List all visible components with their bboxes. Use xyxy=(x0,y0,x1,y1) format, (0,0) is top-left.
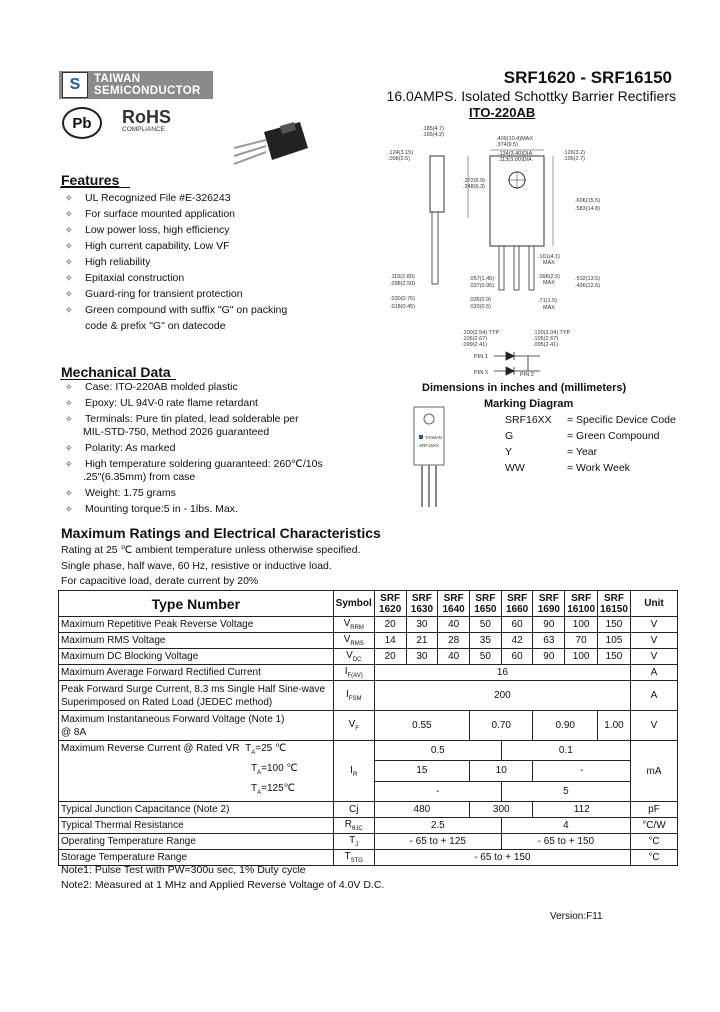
brand-line-1: TAIWAN xyxy=(94,73,141,85)
marking-row xyxy=(505,446,695,462)
value-cell: - xyxy=(533,761,631,781)
value-cell: 4 xyxy=(501,818,630,834)
side-view-lead xyxy=(432,212,438,284)
feature-item: ✧ For surface mounted application xyxy=(61,206,361,222)
value-cell: 150 xyxy=(598,617,631,633)
value-cell: 50 xyxy=(470,617,502,633)
logo-text xyxy=(94,73,201,97)
dim-label: .098(2.50) xyxy=(390,281,416,287)
value-cell: 21 xyxy=(406,633,438,649)
pin-label: PIN 1 xyxy=(474,354,488,360)
mechanical-list xyxy=(61,379,381,517)
value-cell: 2.5 xyxy=(374,818,501,834)
dim-label: .185(4.7) xyxy=(422,126,445,132)
param-label: Maximum Reverse Current @ Rated VR $T_A=25$ ℃ $T_A=100$ ℃ $T_A=125℃$ xyxy=(59,741,334,802)
ratings-note: For capacitive load, derate current by 20% xyxy=(61,575,259,587)
symbol-cell: $V_{DC}$ xyxy=(333,649,374,665)
param-label: Maximum RMS Voltage xyxy=(59,633,334,649)
param-label: Typical Junction Capacitance (Note 2) xyxy=(59,802,334,818)
value-cell: 35 xyxy=(470,633,502,649)
value-cell: 112 xyxy=(533,802,631,818)
lead-2 xyxy=(514,246,519,290)
logo-mark-icon xyxy=(62,72,88,98)
dim-label: .583(14.8) xyxy=(575,206,601,212)
value-cell: - xyxy=(374,781,501,801)
table-row-vf xyxy=(59,711,678,741)
page-subtitle: 16.0AMPS. Isolated Schottky Barrier Rectifiers xyxy=(386,88,676,104)
value-cell: 0.70 xyxy=(470,711,533,741)
dim-label: .120(3.04) TYP xyxy=(533,330,571,336)
mech-item: ✧ Mounting torque:5 in - 1lbs. Max. xyxy=(61,501,381,517)
unit-cell: °C xyxy=(631,850,678,866)
chip-code: SRF16XX xyxy=(419,443,440,448)
dim-label: .106(2.7) xyxy=(563,156,586,162)
unit-cell: pF xyxy=(631,802,678,818)
value-cell: 5 xyxy=(501,781,630,801)
feature-item: ✧ Epitaxial construction xyxy=(61,270,361,286)
value-cell: 20 xyxy=(374,617,406,633)
features-rule xyxy=(60,187,130,188)
part-header: SRF 1630 xyxy=(406,591,438,617)
value-cell: 28 xyxy=(438,633,470,649)
symbol-cell: $I_{FSM}$ xyxy=(333,681,374,711)
marking-code: G xyxy=(505,430,514,442)
lead-1 xyxy=(499,246,504,290)
value-cell: 0.5 xyxy=(374,741,501,761)
dim-label: .409(10.4)MAX xyxy=(496,136,533,142)
value-cell: 40 xyxy=(438,617,470,633)
mech-item: ✧ Weight: 1.75 grams xyxy=(61,485,381,501)
value-cell: 42 xyxy=(501,633,533,649)
feature-item: ✧ Low power loss, high efficiency xyxy=(61,222,361,238)
value-cell: 90 xyxy=(533,617,565,633)
mech-item: ✧ High temperature soldering guaranteed: 260℃/10s xyxy=(61,456,381,472)
symbol-header: Symbol xyxy=(333,591,374,617)
feature-item-cont: code & prefix "G" on datecode xyxy=(85,320,226,332)
value-cell: 300 xyxy=(470,802,533,818)
marking-code: Y xyxy=(505,446,513,458)
features-heading-text: Features xyxy=(61,172,120,188)
table-row-vdc xyxy=(59,649,678,665)
package-photo-icon xyxy=(230,118,310,168)
dim-label: MAX xyxy=(543,260,555,266)
rohs-sub: COMPLIANCE xyxy=(122,126,165,133)
value-cell: 1.00 xyxy=(598,711,631,741)
value-cell: - 65 to + 150 xyxy=(501,834,630,850)
value-cell: 60 xyxy=(501,617,533,633)
marking-desc: = Year xyxy=(567,446,598,458)
param-label: Typical Thermal Resistance xyxy=(59,818,334,834)
feature-item: ✧ High reliability xyxy=(61,254,361,270)
dim-label: .113(3.00)DIA xyxy=(498,157,532,163)
symbol-cell: $I_{F(AV)}$ xyxy=(333,665,374,681)
dim-label: .057(1.45) xyxy=(469,276,495,282)
part-header: SRF 1620 xyxy=(374,591,406,617)
param-label: Storage Temperature Range xyxy=(59,850,334,866)
dim-label: .248(6.3) xyxy=(463,184,486,190)
part-header: SRF 1640 xyxy=(438,591,470,617)
ratings-heading: Maximum Ratings and Electrical Characteristics xyxy=(61,525,381,541)
part-header: SRF 16100 xyxy=(565,591,598,617)
table-row-ifav xyxy=(59,665,678,681)
dim-label: .606(15.5) xyxy=(575,198,601,204)
company-logo xyxy=(59,71,213,99)
rohs-badge: RoHS xyxy=(122,107,171,127)
value-cell: 20 xyxy=(374,649,406,665)
mech-item-cont: MIL-STD-750, Method 2026 guaranteed xyxy=(83,426,270,438)
mech-item: ✧ Terminals: Pure tin plated, lead solderable per xyxy=(61,411,381,427)
pb-free-badge-icon xyxy=(62,107,102,139)
symbol-cell: $V_{RRM}$ xyxy=(333,617,374,633)
marking-desc: = Work Week xyxy=(567,462,630,474)
footnote: Note2: Measured at 1 MHz and Applied Reverse Voltage of 4.0V D.C. xyxy=(61,879,385,891)
dim-label: .496(12.6) xyxy=(575,283,601,289)
table-row-ir-25 xyxy=(59,741,678,761)
param-label: Peak Forward Surge Current, 8.3 ms Single Half Sine-wave Superimposed on Rated Load (JEDEC method) xyxy=(59,681,334,711)
value-cell: 200 xyxy=(374,681,630,711)
value-cell: 10 xyxy=(470,761,533,781)
part-header: SRF 1660 xyxy=(501,591,533,617)
unit-cell: V xyxy=(631,617,678,633)
dim-label: .035(0.9) xyxy=(469,297,492,303)
logo-mark-text: S xyxy=(69,76,81,93)
footnote: Note1: Pulse Test with PW=300u sec, 1% Duty cycle xyxy=(61,864,306,876)
symbol-cell: $T_J$ xyxy=(333,834,374,850)
dim-label: .124(3.15) xyxy=(388,150,414,156)
value-cell: 150 xyxy=(598,649,631,665)
front-view-body xyxy=(490,156,544,246)
pin-label: PIN 2 xyxy=(520,372,534,378)
dim-label: MAX xyxy=(543,305,555,311)
value-cell: - 65 to + 150 xyxy=(374,850,630,866)
param-label: Maximum Instantaneous Forward Voltage (Note 1) @ 8A xyxy=(59,711,334,741)
marking-code: WW xyxy=(505,462,525,474)
dim-label: .037(0.95) xyxy=(469,283,495,289)
marking-row xyxy=(505,414,695,430)
table-header-row xyxy=(59,591,678,617)
value-cell: 60 xyxy=(501,649,533,665)
part-header: SRF 1650 xyxy=(470,591,502,617)
marking-heading: Marking Diagram xyxy=(484,398,574,410)
ratings-table xyxy=(58,590,678,866)
unit-cell: °C/W xyxy=(631,818,678,834)
dim-label: .165(4.2) xyxy=(422,132,445,138)
version-label: Version:F11 xyxy=(550,911,603,922)
dim-label: .161(4.1) xyxy=(538,254,561,260)
param-label: Operating Temperature Range xyxy=(59,834,334,850)
symbol-cell: $T_{STG}$ xyxy=(333,850,374,866)
chip-brand: TAIWAN xyxy=(425,435,442,440)
features-list xyxy=(61,190,361,334)
pin-label: PIN 3 xyxy=(474,370,488,376)
type-number-header: Type Number xyxy=(59,591,334,617)
part-header: SRF 1690 xyxy=(533,591,565,617)
value-cell: 63 xyxy=(533,633,565,649)
value-cell: 105 xyxy=(598,633,631,649)
value-cell: 0.55 xyxy=(374,711,469,741)
value-cell: 16 xyxy=(374,665,630,681)
marking-row xyxy=(505,462,695,478)
value-cell: - 65 to + 125 xyxy=(374,834,501,850)
value-cell: 14 xyxy=(374,633,406,649)
page-title: SRF1620 - SRF16150 xyxy=(503,68,672,87)
dim-label: .020(0.5) xyxy=(469,304,492,310)
unit-cell: °C xyxy=(631,834,678,850)
value-cell: 0.90 xyxy=(533,711,598,741)
table-row-cj xyxy=(59,802,678,818)
param-label: Maximum DC Blocking Voltage xyxy=(59,649,334,665)
dim-label: .018(0.45) xyxy=(390,304,416,310)
dim-label: .532(13.5) xyxy=(575,276,601,282)
dim-label: .100(2.54) TYP xyxy=(462,330,500,336)
unit-cell: V xyxy=(631,711,678,741)
symbol-cell: $V_{RMS}$ xyxy=(333,633,374,649)
mechanical-heading xyxy=(61,364,171,380)
unit-cell: mA xyxy=(631,741,678,802)
package-name: ITO-220AB xyxy=(469,105,536,120)
value-cell: 90 xyxy=(533,649,565,665)
dim-label: .098(2.5) xyxy=(388,156,411,162)
table-row-vrrm xyxy=(59,617,678,633)
dim-label: .105(2.67) xyxy=(533,336,559,342)
dim-label: MAX xyxy=(543,280,555,286)
dimensions-caption: Dimensions in inches and (millimeters) xyxy=(422,382,627,394)
unit-cell: A xyxy=(631,665,678,681)
mech-item-cont: .25"(6.35mm) from case xyxy=(83,471,196,483)
value-cell: 30 xyxy=(406,649,438,665)
mech-item: ✧ Case: ITO-220AB molded plastic xyxy=(61,379,381,395)
ratings-note: Rating at 25 ℃ ambient temperature unless otherwise specified. xyxy=(61,544,361,556)
value-cell: 15 xyxy=(374,761,469,781)
table-row-rth xyxy=(59,818,678,834)
dim-label: .098(2.5) xyxy=(538,274,561,280)
value-cell: 0.1 xyxy=(501,741,630,761)
value-cell: 30 xyxy=(406,617,438,633)
value-cell: 480 xyxy=(374,802,469,818)
unit-cell: V xyxy=(631,633,678,649)
feature-item: ✧ High current capability, Low VF xyxy=(61,238,361,254)
marking-row xyxy=(505,430,695,446)
brand-line-2: SEMICONDUCTOR xyxy=(94,85,201,97)
dim-label: .099(2.41) xyxy=(462,342,488,348)
symbol-cell: $R_{\theta JC}$ xyxy=(333,818,374,834)
mech-item: ✧ Polarity: As marked xyxy=(61,440,381,456)
value-cell: 100 xyxy=(565,617,598,633)
unit-header: Unit xyxy=(631,591,678,617)
table-row-tj xyxy=(59,834,678,850)
value-cell: 100 xyxy=(565,649,598,665)
symbol-cell: $I_R$ xyxy=(333,741,374,802)
marking-chip-drawing xyxy=(410,405,450,510)
dim-label: .134(3.40)DIA xyxy=(498,151,533,157)
dimension-drawing xyxy=(388,118,688,380)
dim-label: .374(9.5) xyxy=(496,142,519,148)
mechanical-heading-text: Mechanical Data xyxy=(61,364,171,380)
dim-label: .110(2.80) xyxy=(390,274,415,280)
part-header: SRF 16150 xyxy=(598,591,631,617)
dim-label: .030(0.76) xyxy=(390,296,416,302)
table-row-ifsm xyxy=(59,681,678,711)
dim-label: .095(2.41) xyxy=(533,342,559,348)
symbol-cell: $V_F$ xyxy=(333,711,374,741)
dim-label: .272(6.9) xyxy=(463,178,486,184)
feature-item: ✧ Guard-ring for transient protection xyxy=(61,286,361,302)
mech-item: ✧ Epoxy: UL 94V-0 rate flame retardant xyxy=(61,395,381,411)
dim-label: .106(2.67) xyxy=(462,336,488,342)
lead-3 xyxy=(529,246,534,290)
value-cell: 50 xyxy=(470,649,502,665)
feature-item: ✧ UL Recognized File #E-326243 xyxy=(61,190,361,206)
value-cell: 40 xyxy=(438,649,470,665)
dim-label: .126(3.2) xyxy=(563,150,586,156)
ratings-note: Single phase, half wave, 60 Hz, resistive or inductive load. xyxy=(61,560,332,572)
marking-desc: = Green Compound xyxy=(567,430,660,442)
dim-label: .71(1.5) xyxy=(538,298,557,304)
feature-item: ✧ Green compound with suffix "G" on packing xyxy=(61,302,361,318)
param-label: Maximum Repetitive Peak Reverse Voltage xyxy=(59,617,334,633)
table-row-vrms xyxy=(59,633,678,649)
marking-legend xyxy=(505,414,695,478)
pb-label: Pb xyxy=(72,114,92,132)
side-view-body xyxy=(430,156,444,212)
marking-desc: = Specific Device Code xyxy=(567,414,676,426)
features-heading xyxy=(61,172,119,188)
unit-cell: A xyxy=(631,681,678,711)
marking-code: SRF16XX xyxy=(505,414,552,426)
param-label: Maximum Average Forward Rectified Current xyxy=(59,665,334,681)
symbol-cell: Cj xyxy=(333,802,374,818)
unit-cell: V xyxy=(631,649,678,665)
value-cell: 70 xyxy=(565,633,598,649)
